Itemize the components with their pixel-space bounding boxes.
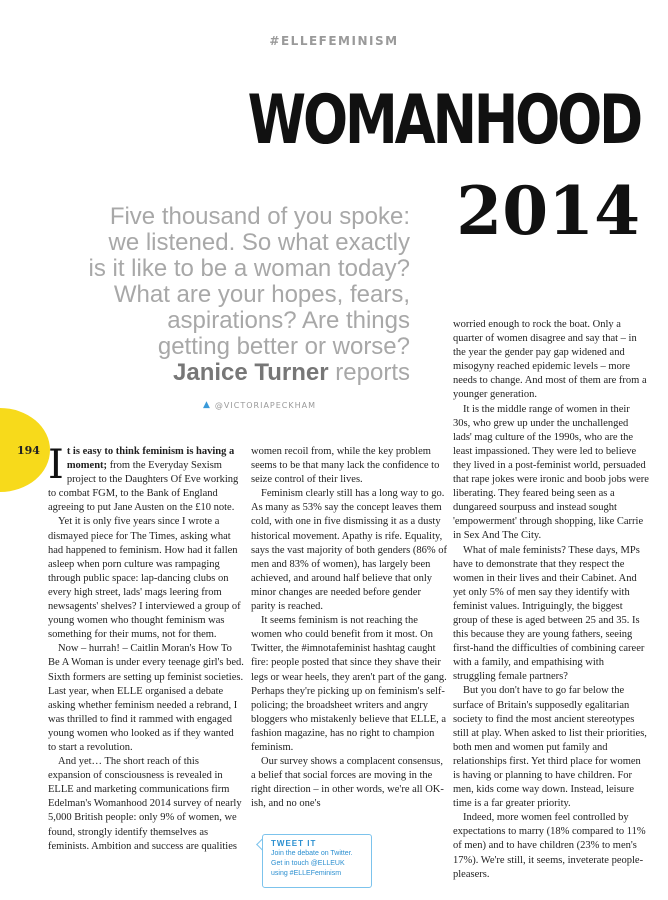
drop-cap: I [48,442,64,488]
twitter-bird-icon: ▲ [203,400,211,410]
article-paragraph: It is the middle range of women in their 30s, who grew up under the unchallenged lads' mag culture of the 1990s, who are the least impassioned. They were led to believe they lived in a post-feminist world, persuaded that rape jokes were ironic and boob jobs were liberating. They feared being seen as a dungareed sourpuss and instead sought 'empowerment' through shopping, like Carrie in Sex And The City. [453,403,649,542]
article-paragraph: Our survey shows a complacent consensus, a belief that social forces are moving in the right direction – in other words, we're all OK-ish, and no one's [251,756,444,810]
author-name: Janice Turner [173,359,329,386]
article-paragraph: worried enough to rock the boat. Only a quarter of women disagree and say that – in the year the gender pay gap widened and misogyny reached epidemic levels – more needs to change. And most of them are from a younger generation. [453,319,647,401]
standfirst [0,204,410,386]
tweet-box-line[interactable]: using #ELLEFeminism [271,870,342,877]
twitter-credit[interactable] [203,400,316,410]
standfirst-line: aspirations? Are things [167,307,410,334]
article-paragraph [48,442,244,515]
lead-in-continuation: from the Everyday Sexism project to the Daughters Of Eve working to combat FGM, to the Bank of England agreeing to put Jane Austen on the £10 note. [48,460,239,514]
page-number: 194 [17,444,40,457]
article-paragraph: It seems feminism is not reaching the women who could benefit from it most. On Twitter, the #imnotafeminist hashtag caught fire: people posted that since they shave their legs or wear heels, they aren't part of the gang. Perhaps they're picking up on feminism's self-policing; the broadsheet writers and angry bloggers who mistakenly believe that ELLE, a fashion magazine, has no right to champion feminism. [251,615,447,753]
article-paragraph: Feminism clearly still has a long way to go. As many as 53% say the concept leaves them cold, with one in five dismissing it as a dusty historical movement. Apathy is rife. Equality, says the vast majority of both genders (86% of men and 83% of women), has largely been achieved, and around half believe that only minor changes are needed before gender parity is reached. [251,488,447,613]
article-paragraph: And yet… The short reach of this expansion of consciousness is revealed in ELLE and marketing communications firm Edelman's Womanhood 2014 survey of nearly 5,000 British people: only 9% of women, we found, strongly identify themselves as feminists. Ambition and success are qualities [48,756,242,852]
article-paragraph: But you don't have to go far below the surface of Britain's supposedly egalitarian society to find the most ancient stereotypes still at play. When asked to list their priorities, both men and women put family and relationships first. Yet third place for women is having or planning to have children. For men, kids come way down. Instead, leisure time is a far greater priority. [453,685,647,810]
reports-word: reports [335,359,410,386]
tweet-it-box[interactable] [262,834,372,888]
tweet-box-line[interactable]: Get in touch @ELLEUK [271,860,345,867]
standfirst-byline [0,360,410,386]
standfirst-line: What are your hopes, fears, [113,281,410,308]
article-paragraph: women recoil from, while the key problem seems to be that many lack the confidence to seize control of their lives. [251,446,440,486]
article-column-2 [251,445,447,811]
standfirst-line: we listened. So what exactly [108,229,410,256]
article-paragraph: Now – hurrah! – Caitlin Moran's How To Be A Woman is under every teenage girl's bed. Sixth formers are setting up feminist societies. Last year, when ELLE organised a debate asking whether feminism needed a rebrand, I was thrilled to find it rammed with engaged young women who looked as if they wanted to start a revolution. [48,643,244,753]
article-paragraph: What of male feminists? These days, MPs have to demonstrate that they respect the women in their lives and their Cabinet. And yet only 5% of men say they identify with feminist values. Intriguingly, the biggest group of these is aged between 25 and 35. Is this because they are young fathers, seeing first-hand the difficulties of combining career with a family, and empathising with struggling female partners? [453,544,645,683]
tweet-box-line: Join the debate on Twitter. [271,850,353,857]
standfirst-line: is it like to be a woman today? [88,255,410,282]
article-column-3 [453,318,649,882]
twitter-handle[interactable]: @VICTORIAPECKHAM [214,400,317,410]
standfirst-line: Five thousand of you spoke: [109,203,410,230]
article-column-1 [48,442,244,854]
lead-in: t is easy to think feminism is having a moment; [66,446,235,472]
headline-year: 2014 [456,172,640,250]
article-paragraph: Yet it is only five years since I wrote a dismayed piece for The Times, asking what had happened to feminism. How had it fallen asleep when porn culture was rampaging through public space: lap-dancing clubs on every high street, lads' mags leering from newsagents' shelves? I interviewed a group of young women who thought feminism was something for their mums, not for them. [48,516,241,641]
article-paragraph: Indeed, more women feel controlled by expectations to marry (18% compared to 11% of men) and to have children (23% to men's 17%). We're still, it seems, inveterate people-pleasers. [453,812,646,880]
section-tag: #ELLEFEMINISM [269,34,399,48]
headline: WOMANHOOD [247,81,640,160]
standfirst-line: getting better or worse? [157,333,410,360]
tweet-box-title: TWEET IT [271,839,317,848]
